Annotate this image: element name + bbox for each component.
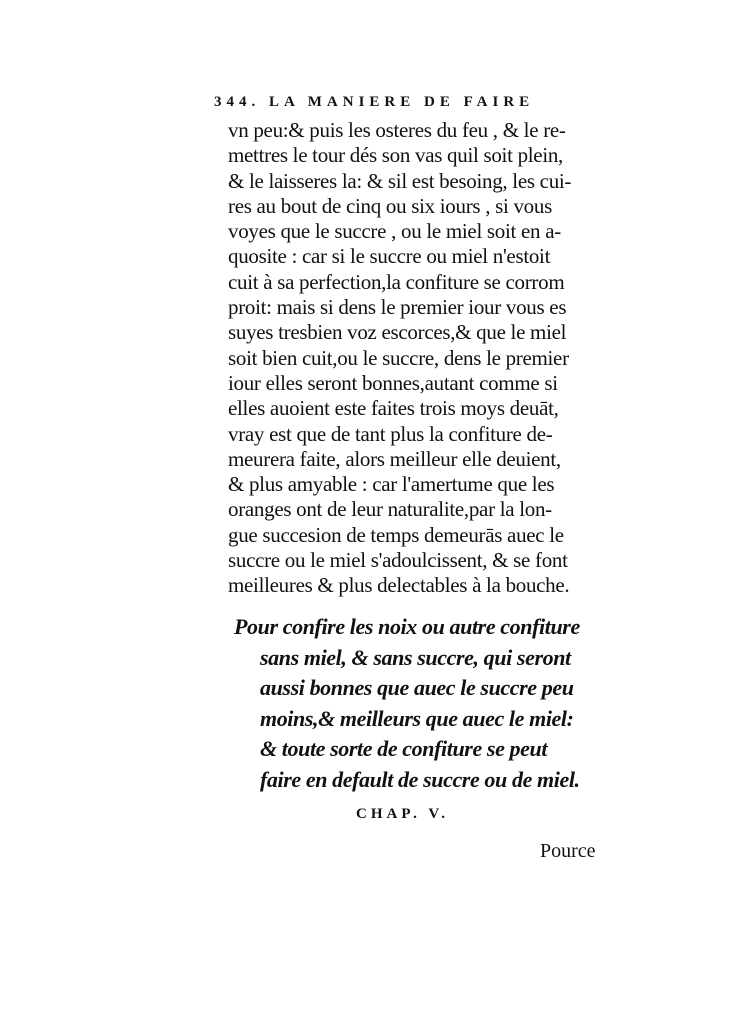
title-line: moins,& meilleurs que auec le miel: bbox=[260, 705, 574, 731]
body-text bbox=[228, 118, 628, 599]
text-line: proit: mais si dens le premier iour vous es bbox=[228, 295, 567, 320]
title-line: aussi bonnes que auec le succre peu bbox=[260, 675, 574, 700]
text-line: meilleures & plus delectables à la bouche. bbox=[228, 573, 570, 598]
title-line: faire en default de succre ou de miel. bbox=[260, 766, 580, 792]
text-line: res au bout de cinq ou six iours , si vous bbox=[228, 193, 552, 218]
text-line: iour elles seront bonnes,autant comme si bbox=[228, 370, 558, 395]
text-line: meurera faite, alors meilleur elle deuient, bbox=[228, 446, 561, 471]
chapter-heading: CHAP. V. bbox=[356, 806, 449, 822]
text-line: quosite : car si le succre ou miel n'estoit bbox=[228, 244, 551, 269]
title-line: & toute sorte de confiture se peut bbox=[260, 736, 548, 761]
text-line: vray est que de tant plus la confiture de- bbox=[228, 421, 553, 446]
text-line: & plus amyable : car l'amertume que les bbox=[228, 472, 555, 497]
text-line: cuit à sa perfection,la confiture se corrom bbox=[228, 269, 565, 294]
text-line: gue succesion de temps demeurās auec le bbox=[228, 522, 564, 547]
text-line: & le laisseres la: & sil est besoing, les cui- bbox=[228, 168, 572, 193]
catchword: Pource bbox=[540, 840, 596, 862]
text-line: vn peu:& puis les osteres du feu , & le re- bbox=[228, 118, 566, 142]
title-line: Pour confire les noix ou autre confiture bbox=[234, 614, 580, 639]
text-line: elles auoient este faites trois moys deuāt, bbox=[228, 396, 559, 421]
section-title bbox=[234, 612, 634, 795]
title-line: sans miel, & sans succre, qui seront bbox=[260, 644, 571, 670]
text-line: succre ou le miel s'adoulcissent, & se font bbox=[228, 548, 568, 573]
running-header: 344. LA MANIERE DE FAIRE bbox=[214, 94, 535, 110]
text-line: oranges ont de leur naturalite,par la lon- bbox=[228, 497, 552, 522]
text-line: voyes que le succre , ou le miel soit en a- bbox=[228, 219, 561, 244]
text-line: soit bien cuit,ou le succre, dens le premier bbox=[228, 345, 569, 370]
text-line: suyes tresbien voz escorces,& que le miel bbox=[228, 320, 567, 345]
text-line: mettres le tour dés son vas quil soit plein, bbox=[228, 143, 564, 168]
